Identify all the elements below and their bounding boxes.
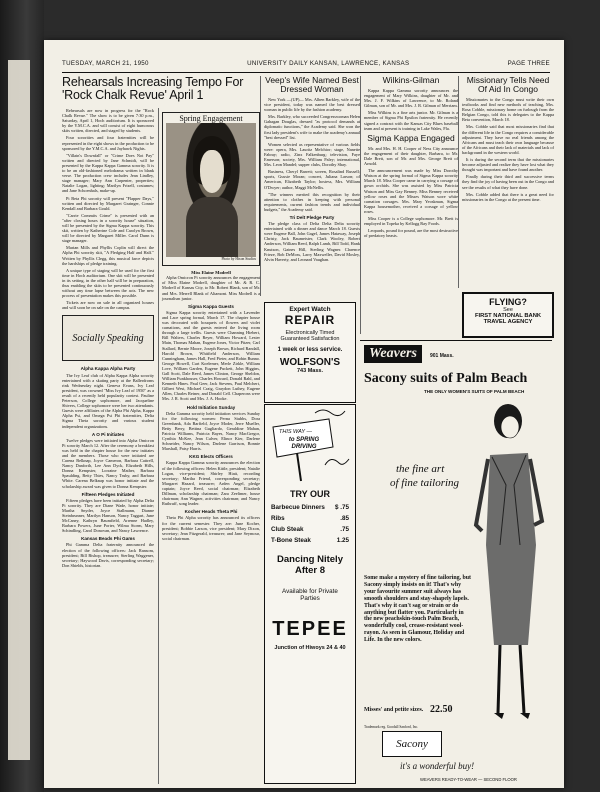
menu-price: 1.25 [336,537,349,544]
missionary-headline: Missionary Tells Need Of Aid In Congo [466,76,550,94]
c1-para: Marian Mills and Phyllis Coplin will direct the Alpha Phi sorority skit, "A Fledging Half and Half." Written by Phyllis Clegg, this musical farce depicts the hardships of pledge training. [62,245,154,266]
menu-price: $ .75 [334,504,349,511]
c2-sub-1: Sigma Kappa Guests [188,303,234,309]
travel-line3: FIRST NATIONAL BANK [474,313,542,319]
c5-para: Mrs. Cobble said that most missionaries find that the different life in the Congo requires a considerable adjustment. They have no real friends among the Africans and must teach their own language because of the Africans and their lack of materials and lack of background in the western world. [462,124,554,155]
tepee-dancing1: Dancing Nitely [277,554,343,565]
c2-sub-4: Kocher Heads Theta Phi [184,509,238,515]
c2-sub-1-text: Sigma Kappa sorority entertained with a Lavender and Lace spring formal, March 17. The chapter house was decorated with bouquets of flowers and violet carnations, and the guests entered the living room through a large trellis. Guests were Channing Hiebert, Bill Walters, Charles Reyer, William Howard, Lester Main, Thomas Mahan, Eugene Jones, Victor Pitzer, Carl Stallard, Bernie Moore, Joseph Brown, Richard Randall, Harold Brown, Whitfield Anderson, William Cunningham, James Hall, Fred Pieter, and Robin Bunno. George Howell, Curt Koelemer, Merle Zirkle, William Love, William Garden, Eugene Puckett, John Higgins, Gall Scott, Dale Reed, James Clinton, George Sheldon, William Funkhouser, Charles Howard, Donald Rahl, and Kenneth Hines. Paul Geer, Jack Stevens, Paul Melchert, Gilbert West, Michael Craig, Graydon Luthey, Eugene Allen, Charles Reiner, and Donald Cell. Chaperons were Mrs. J. R. Scott and Mrs. J. A. Hooke. [162,309,260,402]
menu-item: Barbecue Dinners [271,504,325,511]
socially-speaking-banner: Socially Speaking [62,315,154,361]
c1-sub-2: A O Pi Initiates [91,431,125,437]
tepee-drawing [265,405,355,483]
wilkins-headline: Wilkins-Gilman [382,76,440,85]
c4-para2: Leopards, pound for pound, are the most destructive of predatory beasts. [364,228,458,239]
c5-para: Finally during their third and successive terms they find the joy of having been out in the Congo and see the results of what they have done. [462,174,554,190]
sacony-body: Some make a mystery of fine tailoring, but Sacony simply insists on it! That's why your favourite summer suit always has smooth shoulders and stay-shapely lapels. That's why it can't sag or strain or do anything but flatter you. Particularly in the new peachskin-touch Palm Beach, wonderfully cool, crease-resistant wool-rayon. As seen in Glamour, Holiday and Life. In the new colors. [364,575,472,644]
rehearsals-headline-wrap [62,76,258,105]
c1-sub-2-text: Twelve pledges were initiated into Alpha Omicron Pi sorority March 12. After the ceremony a breakfast was held in the chapter house for the new initiates and the members. Those who were initiated are Carena Belknap, Joyce Cameron, Barbara Cattrell, Nancy Danforth, Lee Ann Dyck, Elizabeth Hills, Donna Kempster, Lorraine Mather, Barbara Spaulding, Betty Thies, Nancy Truby, and Barbara White. Carena Belknap was honor initiate and the scholarship award was given to Donna Kempster. [62,437,154,489]
tepee-available1: Available for Private [282,588,338,595]
c1-para: Four sororities and four fraternities will be represented in the eight shows in the production to be sponsored by the Y.M.C.A. and Jayhawk Nights. [62,135,154,151]
sacony-credit: Trademark reg. Goodall Sanford, Inc. [364,725,419,729]
c5-para: Missionaries to the Congo must write their own textbooks and find new methods of teaching, Mrs. Rosa Cobble, missionary home on furlough from the Belgian Congo, told this is delegates to the Kappa Beta convention, March 18. [462,97,554,123]
c3-para: Mrs. Barkley, who succeeded Congresswoman Helen Gahagan Douglas, dressed "as protocol demands at diplomatic functions," the Academy said. She won the first lady president's wife to make the academy's annual "best dressed" list. [264,114,360,140]
c3-para: "The winners merited this recognition by their attention to clothes in keeping with personal requirements, current fashion trends and individual budgets," the Academy said. [264,191,360,212]
c1-para: Tickets are now on sale in all organized houses and will soon be on sale on the campus. [62,300,154,311]
c4-para2: The announcement was made by Miss Dorothy Watson at the spring formal of Sigma Kappa sorority March 18. Miss Cooper came in carrying a corsage of gown orchids. She was assisted by Miss Patricia Watson and Miss Gay Benney. Miss Benney received yellow roses and the Misses Watson wore white carnation corsages. Mrs. Mary Yeoskman, Sigma Kappa housemother, received a corsage of yellow roses. [364,168,458,214]
sacony-headline: Sacony suits of Palm Beach [364,371,528,386]
sacony-tagline: THE ONLY WOMEN'S SUITS OF PALM BEACH [424,389,525,394]
c1-para: "Villain's Downfall" or "Crime Does Not Pay" written and directed by Jane Schmidt, will be presented by the Kappa Kappa Gamma sorority. It is to be an old-fashioned melodrama written in blank verse. The production crew includes Jean Lindley, stage manager; Mary Ann Carpenter, properties; Natalie Logan, lighting; Marilyn Frizell, costumes; and Jane Schoenhals, make-up. [62,152,154,194]
travel-agency-ad [462,292,554,338]
column-1 [62,108,154,784]
fashion-model-illustration [470,395,550,725]
tepee-location: Junction of Hiwoys 24 & 40 [274,645,346,651]
column-3 [260,76,360,296]
tepee-dancing2: After 8 [294,565,326,576]
veep-headline: Veep's Wife Named Best Dressed Woman [265,76,359,94]
c2-para: Alpha Omicron Pi sorority announces the engagement of Miss Elaine Modrell, daughter of Mr. & R. C. Modrell of Kansas City, to Mr. Robert Blank, son of Mr. and Mrs. Merrell Blank of Altamont. Miss Modrell is a journalism junior. [162,275,260,301]
tepee-ad [264,404,356,784]
masthead-date: TUESDAY, MARCH 21, 1950 [62,60,149,67]
c1-para: "Carrie Commits Crime" is presented with an "after closing hours in a sorority house" situation, will be presented by the Sigma Kappa sorority. This skit, written by Katherine Cole and Carolyn Brown, will be directed by Margaret Miller. Carol Dunn is stage manager. [62,212,154,244]
c1-sub-4: Kansas Beads Phi Gams [81,536,135,542]
c4-para: Kappa Kappa Gamma sorority announces the engagement of Mary Wilkins, daughter of Mr. and Mrs. J. F. Wilkins of Lawrence, to Mr. Roland Gilman, son of Mr. and Mrs. J. R. Gilman of Merriam. [364,88,458,109]
c3-para: Business, Cheryl Barrett; screen, Rosalind Russell; sports, Gussie Moran; concert, Juliana Larson; of American, Elizabeth Taylor; hostess, Mrs. William O'Dwyer; author, Maggi McNellis. [264,169,360,190]
repair-shop: WOLFSON'S [279,357,341,368]
c2-sub-4-text: Theta Phi Alpha sorority has announced its officers for the current semester. They are: June Kocher, president; Bobbie Larson, vice president; Mary Dixon, secretary; Jean Fitzgerald, treasurer; and Jane Seymour, social chairman. [162,515,260,541]
repair-line4: Guaranteed Satisfaction [280,336,340,342]
menu-item: Ribs [271,515,285,522]
repair-line1: Expert Watch [289,306,331,313]
c3-sub-1-text: The pledge class of Delta Delta Delta sorority entertained with a dinner and dance March 18. Guests were Eugene Ball, John Gagel, James Hataway, Joseph Christy, Jack Baumeister, Clark Wooley, Robert Anderson, William Reed, Ralph Lamb, Bill Todd, Hank Knutson, Gaines Hill, Sterling Wagner. Clarence Frieze, Bob DeMoss, Larry Maxweller, David Mosley, Alvin Haverty, and Leonard Vaughan. [264,221,360,262]
c4-para: Miss Wilkins is a fine arts junior. Mr. Gilman is a member of Sigma Phi Epsilon fraternity. He recently signed a contract with the Kansas City Blues baseball team and at present is training in Lake Wales, Fla. [364,110,458,131]
masthead-paper: UNIVERSITY DAILY KANSAN, LAWRENCE, KANSAS [247,60,410,67]
c1-para: A unique type of staging will be used for the first time in Hoch auditorium. One skit will be presented in its setting, in the other half will be in preparation, thus enabling the skits to be presented continuously without any time lapse between the acts. The new process of presentation makes this possible. [62,267,154,299]
script-line2: of fine tailoring [390,477,460,489]
travel-line2: See [503,307,513,313]
c5-para: It is during the second term that the missionaries become adjusted and realize they have lost what they thought was important and have found another. [462,157,554,173]
menu-item: T-Bone Steak [271,537,311,544]
menu-row [271,537,349,544]
tepee-tag2: to SPRING DRIVING [288,437,320,450]
c1-sub-1: Alpha Kappa Alpha Party [80,366,136,372]
sacony-label-text: Sacony [396,738,428,750]
weavers-logo: Weavers [364,345,422,363]
c1-sub-4-text: Phi Gamma Delta fraternity announced the election of the following officers: Jack Ransom, president; Bill Bishop, treasurer; Sterling Waggener, secretary; Haywood Davis, corresponding secretary; Don Shields, historian. [62,542,154,568]
c2-sub-2-text: Delta Gamma sorority held initiation services Sunday for the following women: Perna Stubbs, Dora Greenbank, Ada Barfield, Joyce Moder, Jerre Mueller, Betty Berry, Bettina Gugliardo, Geraldine Mahan, Patricia Williams, Patricia Bayes, Nancy MacGregor, Cynthia McKee, Jean Culver, Elinor Kier, Darlene Schneider, Nancy Wilson, Darlene Garrison, Bonnie Marshall, Patsy Harris. [162,410,260,452]
photo-title: Spring Engagement [179,114,243,123]
c1-para: Rehearsals are now in progress for the "Rock Chalk Revue." The show is to be given 7:30 p.m., Saturday, April 1, Hoch auditorium. It is sponsored by the Y.M.C.A. and will consist of eight humorous skits written, directed, and staged by students. [62,108,154,134]
portrait-face [200,150,223,193]
portrait-photo [166,123,256,257]
sacony-sizes: Misses' and petite sizes. [364,707,424,713]
c1-para: Pi Beta Phi sorority will present "Flapper Days," written and directed by Margaret Grainger, Connie Kendall and Barbara Gould. [62,195,154,211]
sacony-signoff: it's a wonderful buy! [400,761,475,771]
binding-edge [0,0,44,792]
travel-line4: TRAVEL AGENCY [483,319,533,325]
c4-para2: Miss Cooper is a College sophomore. Mr. Brett is employed in Topeka by Kellogg Ray Foods. [364,215,458,227]
tepee-tag1: THIS WAY — [279,429,313,435]
column-5 [458,76,554,288]
menu-row [271,504,349,511]
tepee-available2: Parties [300,595,320,602]
sigma-kappa-headline: Sigma Kappa Engaged [367,132,455,143]
script-line1: the fine art [396,463,445,475]
c1-sub-3-text: Fifteen pledges have been initiated by Alpha Delta Pi sorority. They are Diane Wade, honor initiate; Martha Snyder, Joyce Stallmann, Dianne Steinbrunner, Marilyn Hanson, Nancy Taggart, June McCaney, Kathryn Baumfield, Arrenne Hadley, Barbara Powers, June Porter, Wilma Storm, Mary Schindling, Carol Donovan, and Nancy Lawrence. [62,497,154,534]
tepee-name: TEPEE [272,618,348,640]
tepee-menu [265,504,355,544]
repair-line5: 1 week or less service. [277,347,343,353]
c1-sub-1-text: The Ivy Leaf club of Alpha Kappa Alpha sorority entertained with a skating party at the Ballerdroms rink Wednesday night. Geneva Evans, Ivy Leaf president, was crowned "Miss Ivy Leaf of 1950" as a result of a recently held popularity contest. Pauline Peterson, College sophomore, and Jacqueline Shivers, College sophomore were her two attendants. Guests were affiliates of the Alpha Phi Alpha, Kappa Alpha Psi, and Omega Psi Phi fraternities, Delta Sigma Theta sorority and various student independent organizations. [62,372,154,429]
menu-price: .75 [340,526,349,533]
repair-line3: Electronically Timed [285,330,335,336]
column-2 [158,108,260,784]
newspaper-page [44,40,564,788]
weavers-ad [360,340,552,785]
travel-line1: FLYING? [489,297,527,307]
repair-line2: REPAIR [284,313,336,327]
c2-sub-3: KKG Elects Officers [189,454,233,460]
menu-row [271,515,349,522]
c4-para2: Mr. and Mrs. H. H. Cooper of Ness City announce the engagement of their daughter, Barbara, to Mr. Dale Brett, son of Mr. and Mrs. George Brett of Arnold. [364,145,458,167]
weavers-address: 901 Mass. [430,353,454,359]
tepee-try: TRY OUR [289,489,330,499]
rehearsals-headline: Rehearsals Increasing Tempo For 'Rock Chalk Revue' April 1 [62,75,244,102]
sacony-price: 22.50 [430,704,453,715]
column-4 [360,76,458,334]
sacony-label [382,731,442,757]
c1-sub-3: Fifteen Pledges Initiated [81,491,135,497]
previous-page-edge [8,60,30,760]
c2-sub-2: Hold Initiation Sunday [186,404,236,410]
engagement-photo-box [162,112,260,266]
c3-sub-1: Tri Delt Pledge Party [289,214,335,220]
photo-credit: Photo by Hixon Studios [221,257,256,262]
menu-item: Club Steak [271,526,304,533]
c2-sub-3-text: Kappa Kappa Gamma sorority announces the election of the following officers: Helen Kittle, president; Natalie Logan, vice-president; Shirley Hiatt, recording secretary; Martha Friend, corresponding secretary; Margaret Hazard, treasurer; Arden Angel, pledge captain; Joyce Reed, social chairman; Elizabeth Dillman, scholarship chairman; Zara Zeelimer, house chairman; Ann Wagner, activities chairman; and Nancy Ruthruff, song leader. [162,460,260,507]
c3-para: New York —(UP)— Mrs. Alben Barkley, wife of the vice president, today was named the best dressed woman in public life by the fashion academy. [264,97,360,113]
menu-price: .85 [340,515,349,522]
masthead [62,60,550,73]
watch-repair-ad [264,302,356,403]
c3-para: Women selected as representative of various fields were: opera, Mrs. Lauritz Melchior; stage, Nanette Fabray; radio, Zinx Falkenburg; television, Faye Emerson; society, Mrs. William Paley; international, Mrs. Leon Mandel; supper clubs, Dorothy Shay. [264,141,360,168]
masthead-page: PAGE THREE [507,60,550,67]
photo-caption: Miss Elaine Modrell [191,270,231,276]
portrait-body [186,197,238,257]
menu-row [271,526,349,533]
weavers-footer: WEAVERS READY-TO-WEAR — SECOND FLOOR [420,777,517,782]
repair-address: 743 Mass. [297,368,323,374]
c5-para: Mrs. Cobble added that there is a great need for missionaries in the Congo at the present time. [462,191,554,202]
